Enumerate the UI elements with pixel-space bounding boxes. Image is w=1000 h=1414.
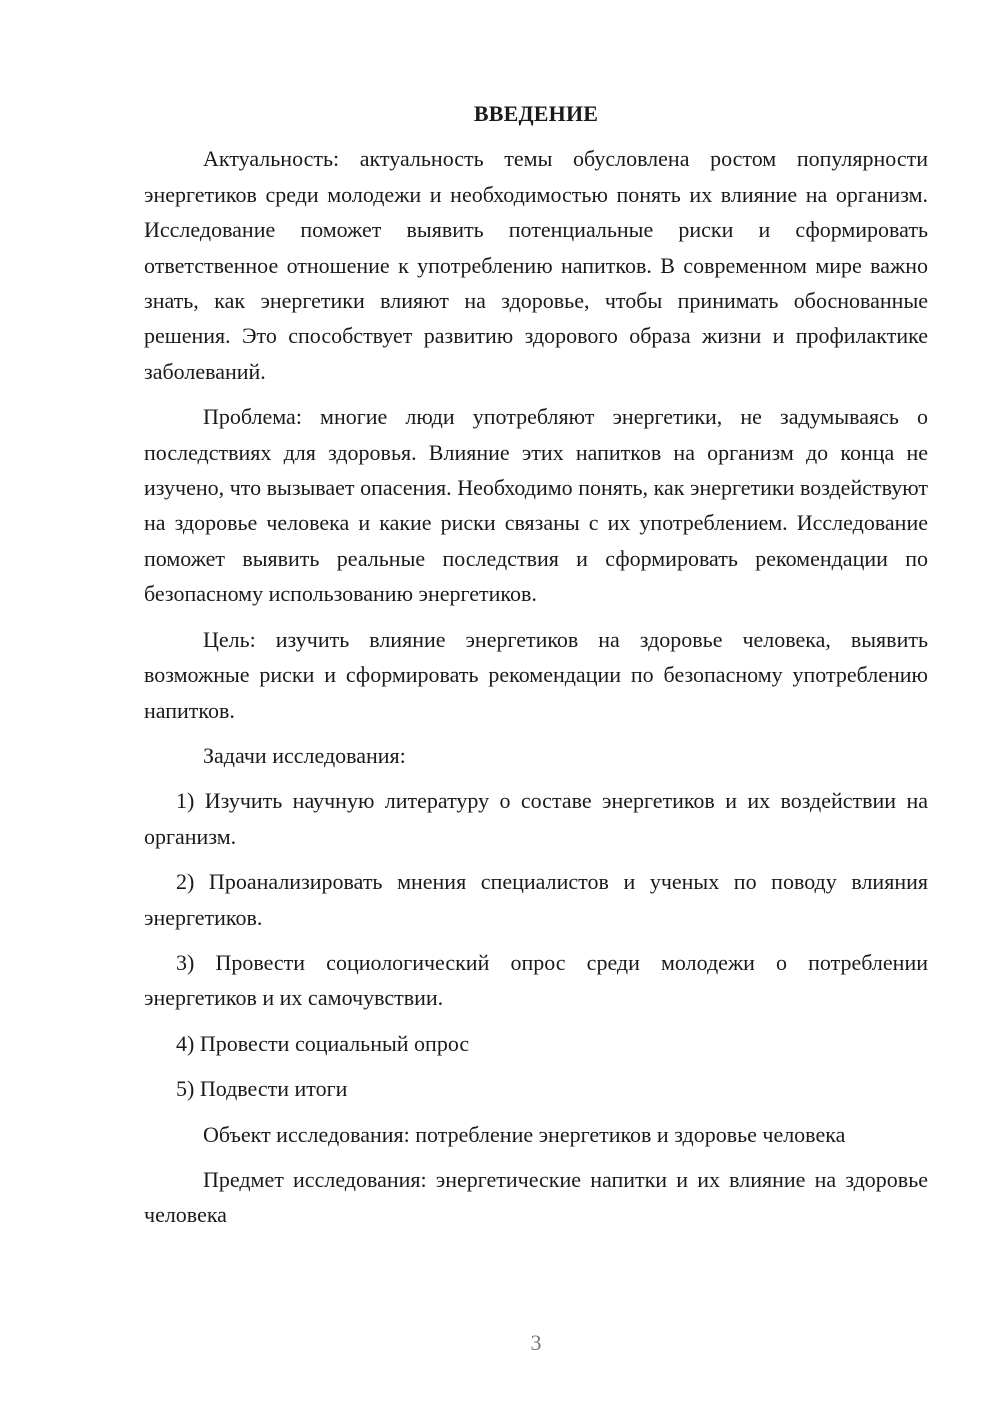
goal-paragraph: Цель: изучить влияние энергетиков на здоровье человека, выявить возможные риски и сформировать рекомендации по безопасному употреблению напитков. [144, 626, 928, 723]
task-item-4: 4) Провести социальный опрос [176, 1030, 470, 1056]
page-title: ВВЕДЕНИЕ [473, 101, 599, 126]
relevance-paragraph: Актуальность: актуальность темы обусловлена ростом популярности энергетиков среди молодежи и необходимостью понять их влияние на организм. Исследование поможет выявить потенциальные риски и сформировать ответственное отношение к употреблению напитков. В современном мире важно знать, как энергетики влияют на здоровье, чтобы принимать обоснованные решения. Это способствует развитию здорового образа жизни и профилактике заболеваний. [144, 146, 928, 384]
task-item-1: 1) Изучить научную литературу о составе энергетиков и их воздействии на организм. [144, 788, 928, 849]
tasks-heading: Задачи исследования: [203, 742, 406, 768]
page-content [144, 96, 928, 1243]
problem-paragraph: Проблема: многие люди употребляют энергетики, не задумываясь о последствиях для здоровья. Влияние этих напитков на организм до конца не изучено, что вызывает опасения. Необходимо понять, как энергетики воздействуют на здоровье человека и какие риски связаны с их употреблением. Исследование поможет выявить реальные последствия и сформировать рекомендации по безопасному использованию энергетиков. [144, 404, 928, 607]
task-item-5: 5) Подвести итоги [176, 1076, 348, 1102]
task-item-3: 3) Провести социологический опрос среди молодежи о потреблении энергетиков и их самочувствии. [144, 949, 928, 1011]
subject-paragraph: Предмет исследования: энергетические напитки и их влияние на здоровье человека [144, 1166, 928, 1228]
page-number: 3 [530, 1330, 542, 1355]
object-paragraph: Объект исследования: потребление энергетиков и здоровье человека [203, 1121, 846, 1147]
task-item-2: 2) Проанализировать мнения специалистов и ученых по поводу влияния энергетиков. [144, 869, 928, 930]
